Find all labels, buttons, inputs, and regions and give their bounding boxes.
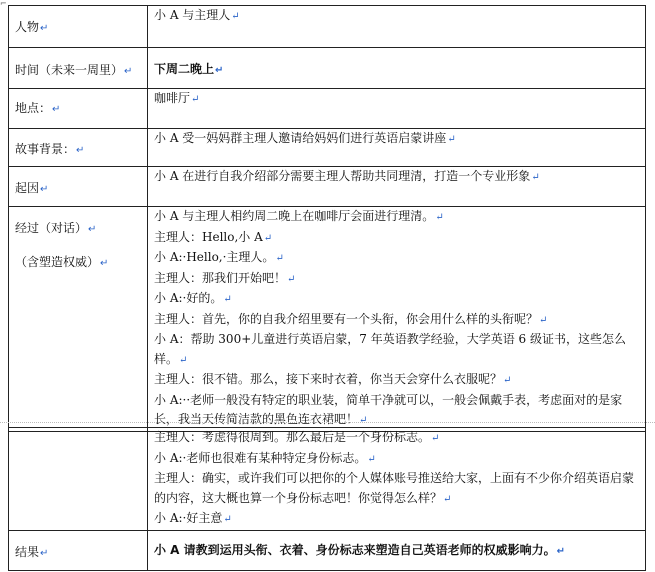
page-break-gap [0, 418, 655, 427]
paragraph-mark-icon: ↵ [215, 65, 224, 76]
paragraph-mark-icon: ↵ [40, 23, 49, 34]
dialogue-line: 主理人：Hello,小 A↵ [154, 229, 273, 244]
row-cause [9, 167, 646, 207]
label-text: 时间（未来一周里） [15, 63, 124, 77]
label-text: 经过（对话） [15, 221, 88, 235]
paragraph-mark-icon: ↵ [88, 224, 97, 235]
story-table-part-1 [8, 5, 646, 432]
paragraph-mark-icon: ↵ [231, 11, 240, 22]
dialogue-line: 小 A 与主理人相约周二晚上在咖啡厅会面进行理清。↵ [154, 209, 444, 223]
paragraph-mark-icon: ↵ [263, 232, 273, 244]
row-characters [9, 6, 646, 48]
paragraph-mark-icon: ↵ [275, 253, 284, 264]
page-corner-mark: ⌐ [0, 0, 7, 8]
row-background [9, 129, 646, 167]
dialogue-line: 小 A:·老师也很难有某种特定身份标志。↵ [154, 450, 376, 465]
content-process-dialogue[interactable] [148, 207, 646, 432]
paragraph-mark-icon: ↵ [40, 184, 49, 195]
label-characters [9, 6, 148, 48]
content-result[interactable] [148, 530, 646, 570]
paragraph-mark-icon: ↵ [359, 415, 368, 426]
paragraph-mark-icon: ↵ [503, 375, 512, 386]
dialogue-line: 主理人：确实，或许我们可以把你的个人媒体账号推送给大家，上面有不少你介绍英语启蒙的内容，这大概也算一个身份标志吧！你觉得怎么样？↵ [154, 471, 635, 505]
label-sub-text: （含塑造权威） [15, 255, 100, 269]
paragraph-mark-icon: ↵ [443, 493, 452, 505]
content-background[interactable] [148, 129, 646, 167]
label-text: 起因 [15, 181, 40, 195]
content-text: 下周二晚上 [154, 62, 215, 76]
paragraph-mark-icon: ↵ [124, 66, 133, 77]
content-text: 小 A 请教到运用头衔、衣着、身份标志来塑造自己英语老师的权威影响力。 [154, 542, 556, 557]
dialogue-line: 小 A:·好主意↵ [154, 511, 232, 525]
paragraph-mark-icon: ↵ [191, 94, 200, 105]
content-process-continued[interactable] [148, 428, 646, 531]
dialogue-line: 小 A:··老师一般没有特定的职业装，简单干净就可以，一般会佩戴手表，考虑面对的是家长，我当天传简洁款的黑色连衣裙吧！↵ [154, 392, 623, 426]
label-text: 结果 [15, 544, 40, 559]
dialogue-line: 小 A：帮助 300+儿童进行英语启蒙，7 年英语教学经验，大学英语 6 级证书，这些怎么样。↵ [154, 332, 626, 366]
dialogue-line: 主理人：首先，你的自我介绍里要有一个头衔，你会用什么样的头衔呢？↵ [154, 311, 548, 326]
paragraph-mark-icon: ↵ [367, 453, 376, 465]
label-time [9, 48, 148, 89]
dialogue-line: 小 A:·好的。↵ [154, 291, 232, 305]
paragraph-mark-icon: ↵ [223, 294, 232, 305]
content-place[interactable] [148, 89, 646, 129]
content-time[interactable] [148, 48, 646, 89]
paragraph-mark-icon: ↵ [531, 172, 540, 183]
paragraph-mark-icon: ↵ [179, 354, 188, 366]
content-text: 小 A 与主理人 [154, 8, 231, 22]
row-time [9, 48, 646, 89]
label-background [9, 129, 148, 167]
label-result [9, 530, 148, 570]
content-characters[interactable] [148, 6, 646, 48]
label-text: 地点： [15, 101, 52, 115]
story-table-part-2 [8, 427, 646, 571]
content-cause[interactable] [148, 167, 646, 207]
content-text: 咖啡厅 [154, 91, 191, 105]
label-text: 人物 [15, 20, 40, 34]
content-text: 小 A 受一妈妈群主理人邀请给妈妈们进行英语启蒙讲座 [154, 131, 447, 145]
label-cause [9, 167, 148, 207]
paragraph-mark-icon: ↵ [52, 104, 61, 115]
row-result [9, 530, 646, 570]
page-break-line [0, 422, 655, 423]
dialogue-line: 小 A:·Hello,·主理人。↵ [154, 250, 284, 264]
paragraph-mark-icon: ↵ [100, 258, 109, 269]
paragraph-mark-icon: ↵ [431, 433, 440, 444]
paragraph-mark-icon: ↵ [287, 273, 296, 285]
label-process-continued [9, 428, 148, 531]
label-process [9, 207, 148, 432]
paragraph-mark-icon: ↵ [40, 547, 49, 559]
paragraph-mark-icon: ↵ [76, 145, 85, 156]
paragraph-mark-icon: ↵ [435, 212, 444, 223]
dialogue-line: 主理人：那我们开始吧！↵ [154, 270, 296, 285]
label-place [9, 89, 148, 129]
dialogue-line: 主理人：很不错。那么，接下来时衣着，你当天会穿什么衣服呢？↵ [154, 372, 512, 386]
paragraph-mark-icon: ↵ [223, 514, 232, 525]
content-text: 小 A 在进行自我介绍部分需要主理人帮助共同理清，打造一个专业形象 [154, 169, 531, 183]
row-process-dialogue [9, 207, 646, 432]
row-place [9, 89, 646, 129]
paragraph-mark-icon: ↵ [556, 545, 566, 557]
paragraph-mark-icon: ↵ [447, 134, 456, 145]
dialogue-line: 主理人：考虑得很周到。那么最后是一个身份标志。↵ [154, 430, 440, 444]
paragraph-mark-icon: ↵ [539, 314, 548, 326]
label-text: 故事背景： [15, 142, 76, 156]
row-process-continued [9, 428, 646, 531]
